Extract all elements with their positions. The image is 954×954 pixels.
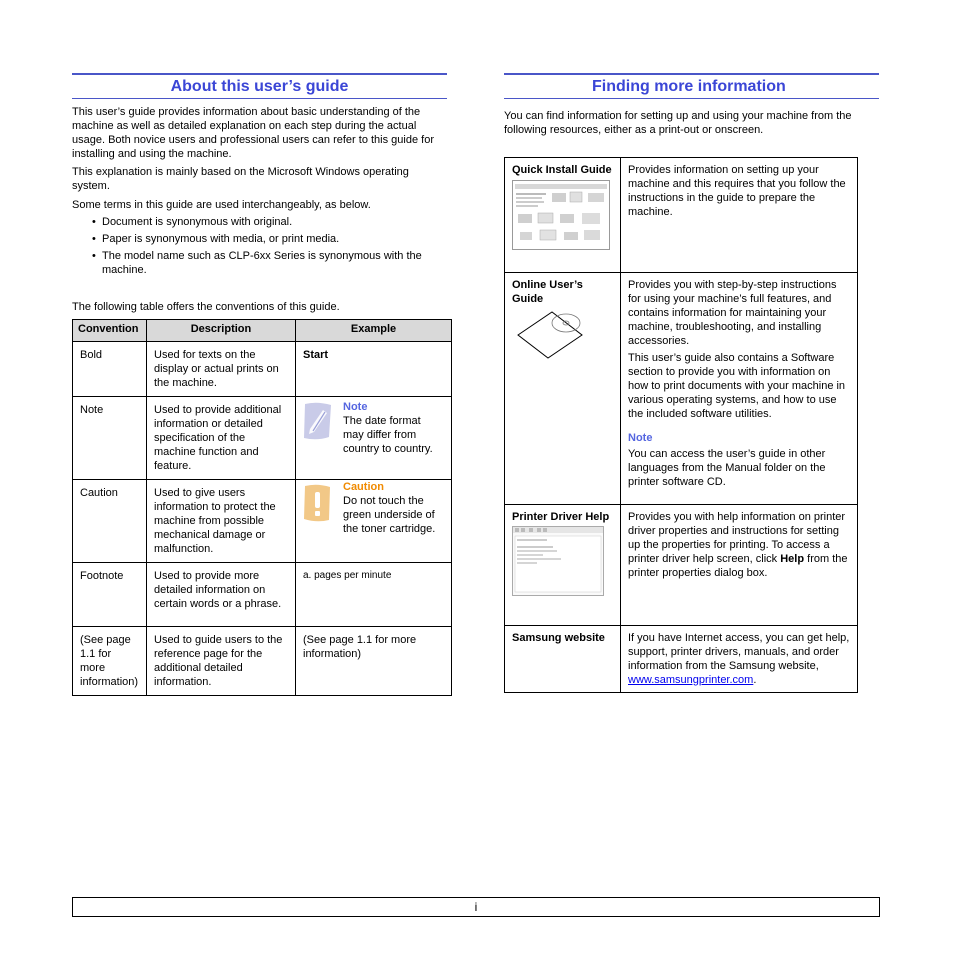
- help-bold: Help: [780, 553, 805, 565]
- online-guide-note-text: You can access the user’s guide in other languages from the Manual folder on the printer software CD.: [628, 448, 826, 488]
- intro-paragraph: This user’s guide provides information about basic understanding of the machine as well as detailed explanation on each step during the actual usage. Both novice users and professional users can refer to this guide for installing and using the machine.: [72, 106, 434, 160]
- description-cell: Used to provide more detailed information on certain words or a phrase.: [147, 563, 296, 627]
- cd-disc-icon: [516, 310, 613, 364]
- table-row: [73, 480, 452, 563]
- terms-list: [72, 215, 447, 277]
- resource-description-cell: Provides information on setting up your machine and this requires that you follow the instructions in the guide to prepare the machine.: [621, 158, 858, 273]
- resources-intro: You can find information for setting up and using your machine from the following resources, either as a print-out or onscreen.: [504, 110, 852, 136]
- example-cell: (See page 1.1 for more information): [296, 627, 452, 696]
- table-row: [505, 273, 858, 505]
- table-row: [505, 505, 858, 626]
- online-guide-desc: Provides you with step-by-step instructions for using your machine’s full features, and contains information for maintaining your machine, troubleshooting, and installing accessories.: [628, 279, 837, 347]
- table-header-row: [73, 320, 452, 342]
- resource-name: Printer Driver Help: [512, 511, 610, 523]
- table-row: [73, 563, 452, 627]
- description-cell: Used for texts on the display or actual prints on the machine.: [147, 342, 296, 397]
- table-intro: The following table offers the conventions of this guide.: [72, 301, 340, 313]
- description-cell: Used to guide users to the reference page for the additional detailed information.: [147, 627, 296, 696]
- convention-cell: Note: [73, 397, 147, 480]
- resources-table: [504, 157, 858, 693]
- resource-name-cell: [505, 626, 621, 693]
- list-item: • Document is synonymous with original.: [92, 215, 447, 229]
- resource-name-cell: [505, 505, 621, 626]
- example-cell: [296, 397, 452, 480]
- resource-name: Samsung website: [512, 632, 605, 644]
- resource-description-cell: [621, 273, 858, 505]
- online-guide-desc-2: This user’s guide also contains a Software section to provide you with information on how to print documents with your machine in various operating systems, and how to use the included software utilities.: [628, 352, 846, 420]
- column-header: Description: [147, 320, 296, 342]
- table-row: [73, 627, 452, 696]
- finding-info-heading: Finding more information: [504, 73, 879, 99]
- convention-cell: Caution: [73, 480, 147, 563]
- list-item: • The model name such as CLP-6xx Series is synonymous with the machine.: [92, 249, 447, 277]
- convention-cell: Bold: [73, 342, 147, 397]
- caution-example-text: Do not touch the green underside of the toner cartridge.: [343, 495, 436, 535]
- resource-name-cell: [505, 273, 621, 505]
- example-cell: [296, 480, 452, 563]
- left-column: [72, 73, 447, 696]
- table-row: [505, 158, 858, 273]
- conventions-table: [72, 319, 452, 696]
- example-cell: a. pages per minute: [296, 563, 452, 627]
- terms-intro: Some terms in this guide are used interchangeably, as below.: [72, 199, 371, 211]
- about-guide-heading: About this user’s guide: [72, 73, 447, 99]
- help-window-thumbnail: [512, 526, 613, 600]
- example-cell: [296, 342, 452, 397]
- bold-example: Start: [303, 349, 329, 361]
- page-number: i: [474, 900, 478, 914]
- description-cell: Used to provide additional information or detailed specification of the machine function and feature.: [147, 397, 296, 480]
- note-heading: Note: [343, 401, 368, 413]
- quick-install-guide-thumbnail: [512, 180, 613, 254]
- table-row: [505, 626, 858, 693]
- table-row: [73, 342, 452, 397]
- resource-name-cell: [505, 158, 621, 273]
- note-example-text: The date format may differ from country to country.: [343, 415, 433, 455]
- right-column: [504, 73, 879, 693]
- resource-name: Online User’s Guide: [512, 279, 583, 305]
- column-header: Convention: [73, 320, 147, 342]
- windows-paragraph: This explanation is mainly based on the Microsoft Windows operating system.: [72, 166, 409, 192]
- caution-heading: Caution: [343, 481, 384, 493]
- resource-name: Quick Install Guide: [512, 164, 612, 176]
- convention-cell: Footnote: [73, 563, 147, 627]
- convention-cell: (See page 1.1 for more information): [73, 627, 147, 696]
- page-footer: [72, 897, 880, 917]
- list-item: • Paper is synonymous with media, or print media.: [92, 232, 447, 246]
- table-row: [73, 397, 452, 480]
- online-guide-note-heading: Note: [628, 432, 653, 444]
- column-header: Example: [296, 320, 452, 342]
- resource-description-cell: If you have Internet access, you can get help, support, printer drivers, manuals, and order information from the Samsung website, www.samsungprinter.com.: [621, 626, 858, 693]
- description-cell: Used to give users information to protect the machine from possible mechanical damage or malfunction.: [147, 480, 296, 563]
- resource-description-cell: Provides you with help information on printer driver properties and instructions for setting up the properties for printing. To access a printer driver help screen, click Help from the printer properties dialog box.: [621, 505, 858, 626]
- samsung-website-link[interactable]: www.samsungprinter.com: [628, 674, 754, 686]
